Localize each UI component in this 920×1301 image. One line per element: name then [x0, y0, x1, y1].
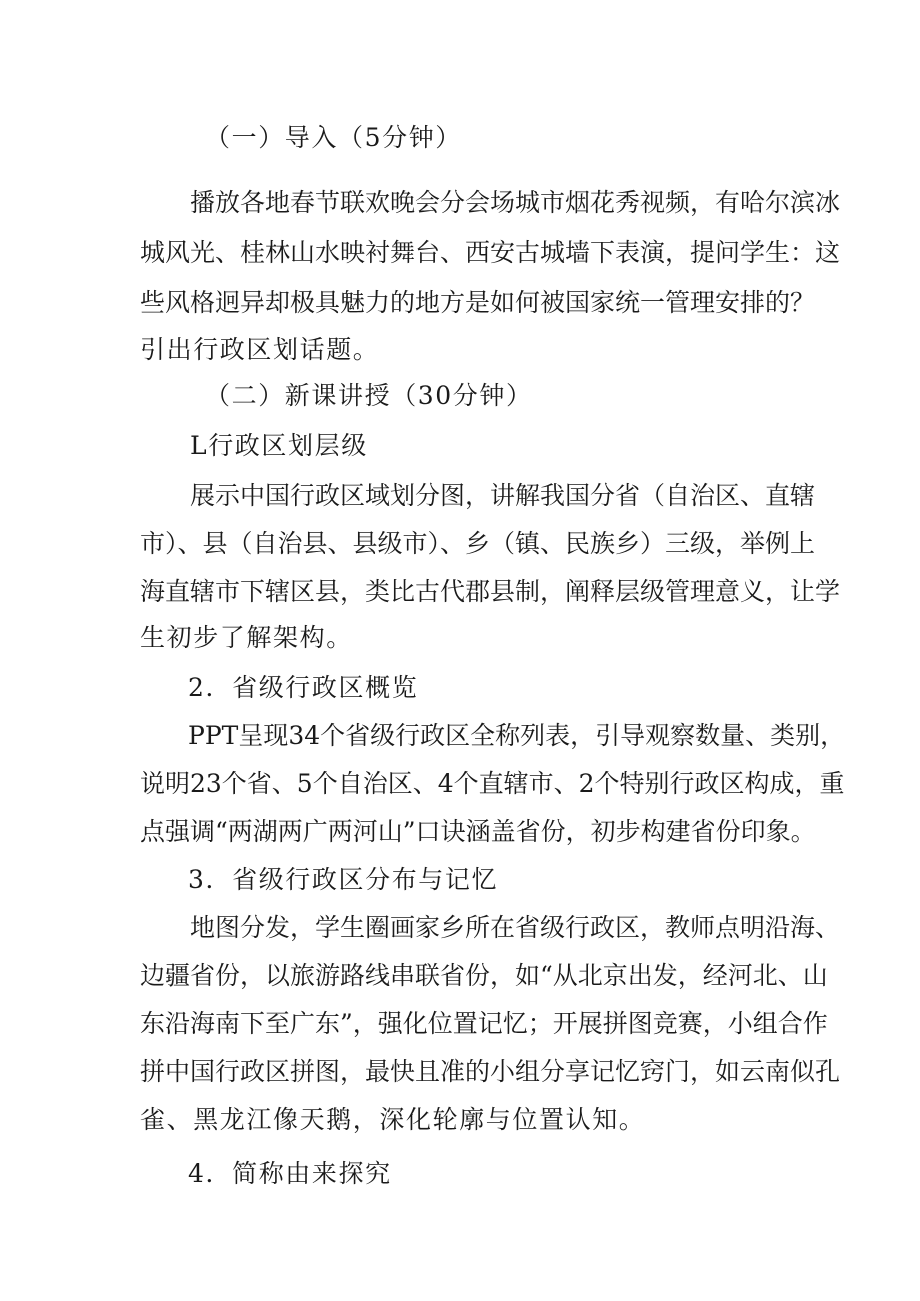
paragraph-line: 点强调“两湖两广两河山”口诀涵盖省份，初步构建省份印象。 [140, 817, 816, 846]
subsection-title: L行政区划层级 [190, 431, 368, 460]
paragraph-line: 说明23个省、5个自治区、4个直辖市、2个特别行政区构成，重 [140, 769, 845, 798]
section-heading: （二）新课讲授（30分钟） [205, 381, 533, 410]
paragraph-line: 边疆省份，以旅游路线串联省份，如“从北京出发，经河北、山 [140, 961, 828, 990]
subsection-title: 3．省级行政区分布与记忆 [188, 865, 499, 894]
paragraph-line: 引出行政区划话题。 [140, 335, 380, 364]
paragraph-line: 地图分发，学生圈画家乡所在省级行政区，教师点明沿海、 [190, 913, 841, 942]
paragraph-line: 播放各地春节联欢晚会分会场城市烟花秀视频，有哈尔滨冰 [190, 188, 841, 217]
subsection-title: 2．省级行政区概览 [188, 673, 419, 702]
section-heading: （一）导入（5分钟） [205, 123, 462, 152]
paragraph-line: 海直辖市下辖区县，类比古代郡县制，阐释层级管理意义，让学 [140, 577, 841, 606]
subsection-title: 4．简称由来探究 [188, 1159, 392, 1188]
paragraph-line: 城风光、桂林山水映衬舞台、西安古城墙下表演，提问学生：这 [140, 238, 841, 267]
paragraph-line: 些风格迥异却极具魅力的地方是如何被国家统一管理安排的？ [140, 288, 816, 317]
paragraph-line: 东沿海南下至广东”，强化位置记忆；开展拼图竞赛，小组合作 [140, 1009, 828, 1038]
paragraph-line: 雀、黑龙江像天鹅，深化轮廓与位置认知。 [140, 1105, 646, 1134]
paragraph-line: 拼中国行政区拼图，最快且准的小组分享记忆窍门，如云南似孔 [140, 1057, 841, 1086]
paragraph-line: 展示中国行政区域划分图，讲解我国分省（自治区、直辖 [190, 481, 816, 510]
paragraph-line: 市）、县（自治县、县级市）、乡（镇、民族乡）三级，举例上 [140, 529, 816, 558]
paragraph-line: 生初步了解架构。 [140, 623, 353, 652]
paragraph-line: PPT呈现34个省级行政区全称列表，引导观察数量、类别， [188, 721, 846, 750]
